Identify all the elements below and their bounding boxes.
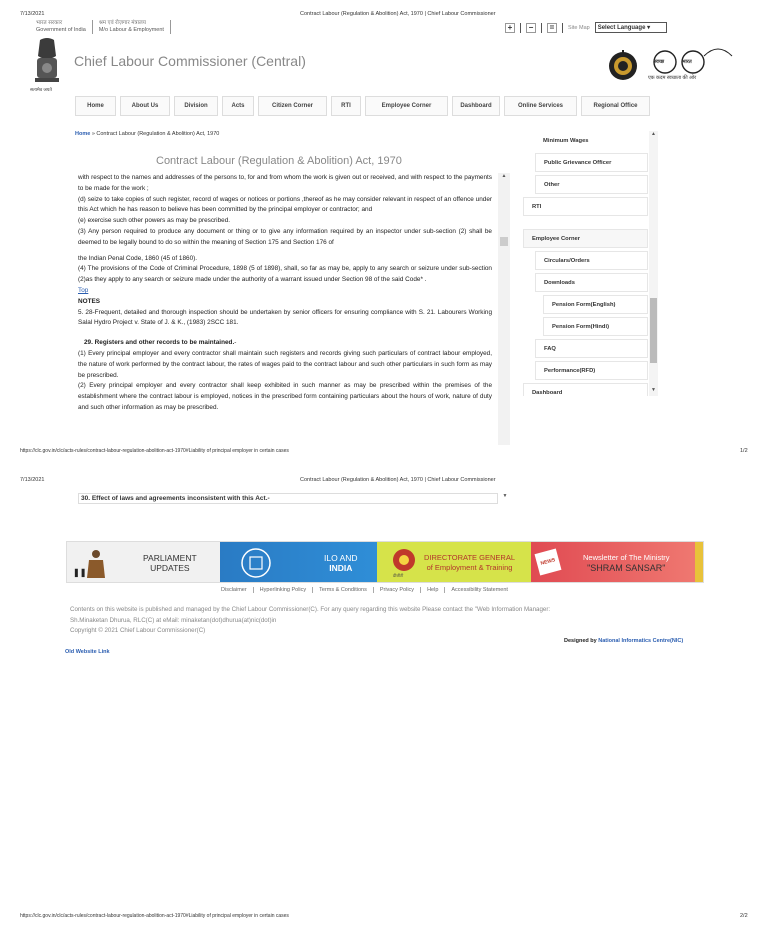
swachh-word-1: स्वच्छ bbox=[654, 59, 665, 65]
designed-by-label: Designed by bbox=[564, 638, 597, 644]
shram-sansar-banner[interactable] bbox=[531, 542, 703, 582]
dget-line-2: of Employment & Training bbox=[426, 563, 513, 572]
content-paragraph: (2) Every principal employer and every contractor shall keep exhibited in such manner as may be prescribed within the premises of the establishment where the contract labour is employed, notices in the prescribed form containing particulars about the hours of work, nature of duty and such other information as may be prescribed. bbox=[78, 382, 492, 411]
shram-line-1: Newsletter of The Ministry bbox=[583, 553, 670, 562]
sidebar-scroll-thumb[interactable] bbox=[650, 298, 657, 363]
nic-link[interactable]: National Informatics Centre(NIC) bbox=[598, 638, 684, 644]
increase-font-button[interactable]: + bbox=[505, 23, 515, 33]
print-url: https://clc.gov.in/clc/acts-rules/contract-labour-regulation-abolition-act-1970#Liability of principal employer in certain cases bbox=[20, 913, 289, 919]
main-nav bbox=[75, 96, 650, 116]
footer-link-disclaimer[interactable]: Disclaimer bbox=[215, 587, 254, 593]
gov-hindi: भारत सरकार bbox=[36, 20, 63, 26]
print-page-number: 2/2 bbox=[740, 913, 748, 919]
scroll-down-icon[interactable]: ▼ bbox=[651, 387, 656, 393]
swachh-word-2: भारत bbox=[682, 59, 692, 65]
accessibility-tools bbox=[505, 22, 667, 33]
dget-text bbox=[424, 553, 515, 573]
decrease-font-button[interactable]: − bbox=[526, 23, 536, 33]
scroll-down-icon[interactable]: ▼ bbox=[502, 493, 508, 499]
breadcrumb-home[interactable]: Home bbox=[75, 131, 91, 137]
shram-sansar-text bbox=[583, 553, 670, 573]
divider bbox=[562, 23, 563, 33]
breadcrumb bbox=[75, 131, 219, 137]
ilo-text bbox=[324, 553, 358, 573]
print-url: https://clc.gov.in/clc/acts-rules/contract-labour-regulation-abolition-act-1970#Liability of principal employer in certain cases bbox=[20, 448, 289, 454]
parliament-updates-banner[interactable] bbox=[67, 542, 220, 582]
site-title[interactable]: Chief Labour Commissioner (Central) bbox=[74, 53, 306, 69]
site-map-link[interactable]: Site Map bbox=[568, 24, 590, 31]
nav-online-services[interactable]: Online Services bbox=[504, 96, 577, 116]
notes-heading: NOTES bbox=[78, 297, 101, 305]
nav-home[interactable]: Home bbox=[75, 96, 116, 116]
ilo-logo-icon bbox=[240, 547, 272, 579]
print-date: 7/13/2021 bbox=[20, 477, 45, 483]
sidebar-item-pension-hindi[interactable]: Pension Form(Hindi) bbox=[543, 317, 648, 336]
sidebar-item-downloads[interactable]: Downloads bbox=[535, 273, 648, 292]
sidebar-item-dashboard[interactable]: Dashboard bbox=[523, 383, 648, 396]
footer-link-terms[interactable]: Terms & Conditions bbox=[313, 587, 374, 593]
sidebar-item-faq[interactable]: FAQ bbox=[535, 339, 648, 358]
ilo-line-1: ILO AND bbox=[324, 553, 358, 563]
ilo-india-banner[interactable] bbox=[220, 542, 377, 582]
gov-english: Government of India bbox=[36, 27, 86, 33]
sidebar-item-rti[interactable]: RTI bbox=[523, 197, 648, 216]
footer-link-accessibility[interactable]: Accessibility Statement bbox=[451, 587, 508, 593]
sidebar-item-other[interactable]: Other bbox=[535, 175, 648, 194]
section-29-heading: 29. Registers and other records to be maintained. bbox=[84, 339, 235, 347]
footer-line: Sh.Minaketan Dhurua, RLC(C) at eMail: minaketan(dot)dhurua(at)nic(dot)in bbox=[70, 616, 277, 624]
nav-division[interactable]: Division bbox=[174, 96, 218, 116]
breadcrumb-current: » Contract Labour (Regulation & Abolition) Act, 1970 bbox=[91, 131, 220, 137]
shram-line-2: "SHRAM SANSAR" bbox=[587, 563, 666, 573]
copyright: Copyright © 2021 Chief Labour Commissioner(C) bbox=[70, 627, 206, 634]
ministry-link[interactable] bbox=[99, 20, 171, 34]
dget-banner[interactable] bbox=[377, 542, 531, 582]
language-select-value: Select Language bbox=[597, 25, 646, 31]
nav-dashboard[interactable]: Dashboard bbox=[452, 96, 500, 116]
nav-employee-corner[interactable]: Employee Corner bbox=[365, 96, 448, 116]
content-paragraph: (3) Any person required to produce any document or thing or to give any information required by an inspector under sub-section (2) shall be deemed to be legally bound to do so within the meaning of Section 175 and Section 176 of bbox=[78, 227, 492, 246]
pause-icon[interactable]: ❚❚ bbox=[73, 568, 87, 577]
labour-ministry-gear-icon bbox=[607, 50, 639, 82]
ministry-english: M/o Labour & Employment bbox=[98, 27, 164, 33]
content-paragraph: (4) The provisions of the Code of Criminal Procedure, 1898 (5 of 1898), shall, so far as may be, apply to any search or seizure under sub-section (2)as they apply to any search or seizure made under the authority of a warrant issued under Section 98 of the said Code* . bbox=[78, 265, 492, 284]
swachh-caption: एक कदम स्वच्छता की ओर bbox=[648, 75, 697, 81]
nav-acts[interactable]: Acts bbox=[222, 96, 254, 116]
parliament-line-2: UPDATES bbox=[150, 563, 190, 573]
ministry-hindi: श्रम एवं रोज़गार मंत्रालय bbox=[98, 20, 146, 26]
dget-line-1: DIRECTORATE GENERAL bbox=[424, 553, 515, 562]
print-date: 7/13/2021 bbox=[20, 11, 45, 17]
footer-link-hyperlinking[interactable]: Hyperlinking Policy bbox=[254, 587, 313, 593]
content-paragraph: (e) exercise such other powers as may be prescribed. bbox=[78, 217, 231, 225]
section-30-heading: 30. Effect of laws and agreements inconsistent with this Act.- bbox=[78, 493, 498, 504]
content-paragraph: (1) Every principal employer and every contractor shall maintain such registers and records giving such particulars of contract labour employed, the nature of work performed by the contract labour, the rates of wages paid to the contract labour and such other particulars in such form as may be prescribed. bbox=[78, 349, 492, 379]
notes-text: 5. 28-Frequent, detailed and thorough inspection should be undertaken by senior officers for ensuring compliance with S. 21. Labourers Working Salal Hydro Project v. State of J. & K., (1983) 2SCC 181. bbox=[78, 308, 492, 327]
emblem-caption: सत्यमेव जयते bbox=[30, 87, 52, 92]
sidebar-item-public-grievance[interactable]: Public Grievance Officer bbox=[535, 153, 648, 172]
newspaper-icon: NEWS bbox=[535, 549, 562, 576]
designed-by bbox=[564, 638, 683, 644]
nav-citizen-corner[interactable]: Citizen Corner bbox=[258, 96, 327, 116]
contrast-button[interactable]: = bbox=[547, 23, 557, 33]
footer-link-privacy[interactable]: Privacy Policy bbox=[374, 587, 421, 593]
print-doc-title: Contract Labour (Regulation & Abolition) Act, 1970 | Chief Labour Commissioner bbox=[300, 11, 496, 17]
footer-link-help[interactable]: Help bbox=[421, 587, 445, 593]
print-page-number: 1/2 bbox=[740, 448, 748, 454]
national-emblem-icon[interactable] bbox=[30, 36, 64, 92]
banner-edge bbox=[695, 542, 703, 582]
act-content[interactable] bbox=[78, 173, 492, 445]
parliament-statue-icon bbox=[83, 548, 109, 580]
gov-of-india[interactable] bbox=[36, 20, 93, 34]
ilo-line-2: INDIA bbox=[329, 563, 353, 573]
language-select[interactable]: Select Language ▾ bbox=[595, 22, 667, 33]
dget-logo-text: डीजीटी bbox=[393, 573, 404, 578]
sidebar-item-minimum-wages[interactable]: Minimum Wages bbox=[535, 131, 648, 150]
print-doc-title: Contract Labour (Regulation & Abolition) Act, 1970 | Chief Labour Commissioner bbox=[300, 477, 496, 483]
content-paragraph: the Indian Penal Code, 1860 (45 of 1860). bbox=[78, 254, 198, 262]
sidebar-menu bbox=[523, 131, 648, 396]
sidebar-item-circulars[interactable]: Circulars/Orders bbox=[535, 251, 648, 270]
content-paragraph: (d) seize to take copies of such register, record of wages or notices or portions ,thereof as he may consider relevant in respect of an offence under this Act which he has reason to believe has been committed by the principal employer or contractor; and bbox=[78, 195, 492, 214]
top-link[interactable]: Top bbox=[78, 286, 89, 294]
dget-logo-icon bbox=[389, 546, 419, 574]
nav-about-us[interactable]: About Us bbox=[120, 96, 170, 116]
gov-header bbox=[36, 20, 171, 34]
page-title: Contract Labour (Regulation & Abolition) Act, 1970 bbox=[156, 155, 402, 167]
content-paragraph: with respect to the names and addresses of the persons to, for and from whom the work is given out or received, and with respect to the payments to be made for the work ; bbox=[78, 174, 492, 192]
footer-links bbox=[215, 587, 514, 593]
parliament-line-1: PARLIAMENT bbox=[143, 553, 197, 563]
footer-info bbox=[70, 605, 700, 637]
nav-regional-office[interactable]: Regional Office bbox=[581, 96, 650, 116]
partner-banner bbox=[66, 541, 704, 583]
scroll-up-icon[interactable]: ▲ bbox=[651, 131, 656, 137]
scroll-up-icon[interactable]: ▲ bbox=[501, 173, 507, 179]
divider bbox=[541, 23, 542, 33]
footer-line: Contents on this website is published and managed by the Chief Labour Commissioner(C). For any query regarding this website Please contact the "Web Information Manager: bbox=[70, 606, 551, 613]
sidebar-item-pension-english[interactable]: Pension Form(English) bbox=[543, 295, 648, 314]
section-29-dash: - bbox=[234, 339, 237, 347]
nav-rti[interactable]: RTI bbox=[331, 96, 361, 116]
sidebar-item-employee-corner[interactable]: Employee Corner bbox=[523, 229, 648, 248]
sidebar-item-performance[interactable]: Performance(RFD) bbox=[535, 361, 648, 380]
divider bbox=[520, 23, 521, 33]
content-scroll-thumb[interactable] bbox=[500, 237, 508, 246]
parliament-text bbox=[143, 553, 197, 573]
old-website-link[interactable]: Old Website Link bbox=[65, 649, 110, 655]
content-scrollbar[interactable] bbox=[498, 173, 510, 445]
